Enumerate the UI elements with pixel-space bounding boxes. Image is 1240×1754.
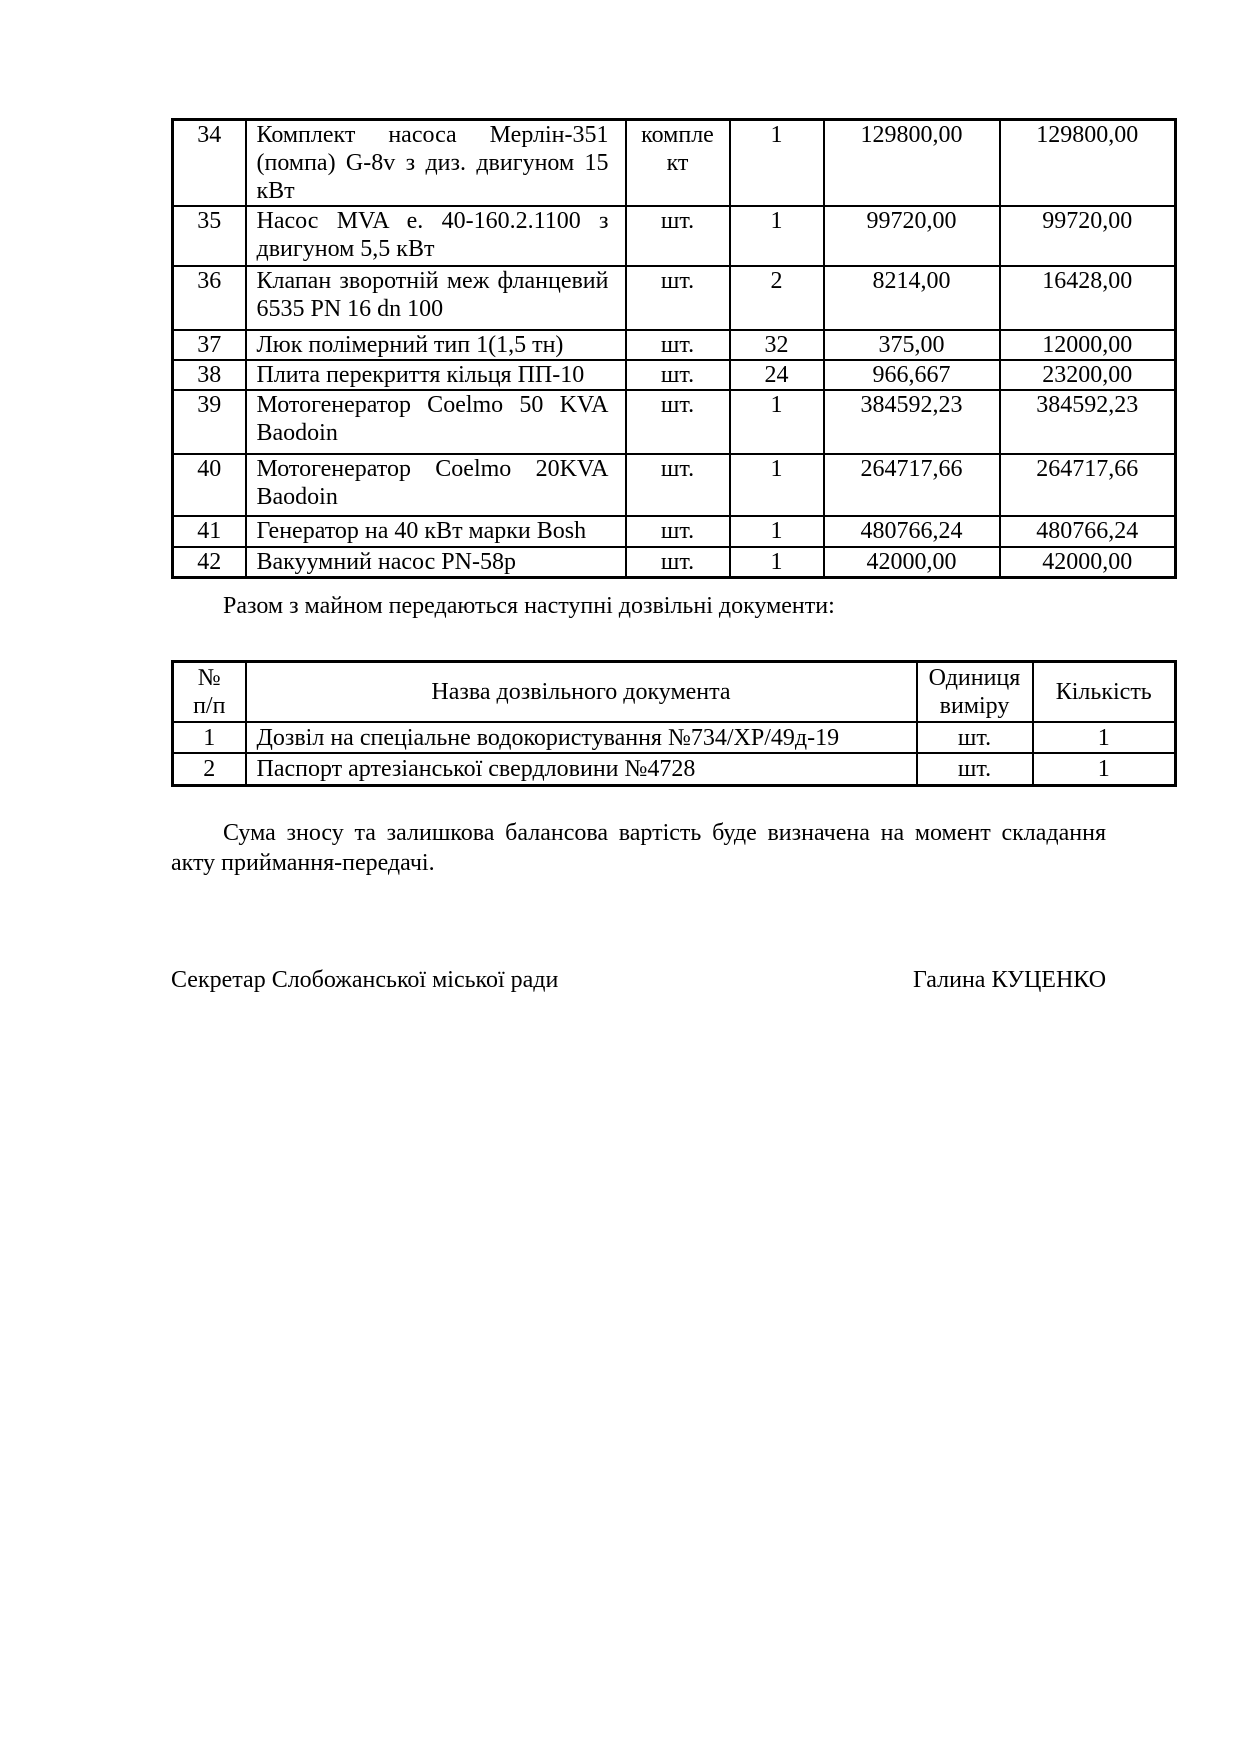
table-row <box>173 266 1176 330</box>
header-name: Назва дозвільного документа <box>246 662 917 723</box>
signature-title: Секретар Слобожанської міської ради <box>171 967 559 993</box>
total-price-cell: 384592,23 <box>1000 390 1176 454</box>
unit-cell: шт. <box>626 206 730 266</box>
unit-cell: шт. <box>626 547 730 578</box>
row-number-cell: 37 <box>173 330 246 360</box>
quantity-cell: 1 <box>730 390 824 454</box>
row-number-cell: 42 <box>173 547 246 578</box>
total-price-cell: 264717,66 <box>1000 454 1176 516</box>
unit-cell: шт. <box>626 390 730 454</box>
items-table <box>171 118 1177 579</box>
table-row <box>173 454 1176 516</box>
row-number-cell: 36 <box>173 266 246 330</box>
unit-price-cell: 375,00 <box>824 330 1000 360</box>
quantity-cell: 1 <box>730 206 824 266</box>
quantity-cell: 1 <box>730 516 824 547</box>
header-unit: Одиниця виміру <box>917 662 1033 723</box>
table-row <box>173 390 1176 454</box>
quantity-cell: 1 <box>730 547 824 578</box>
unit-cell: шт. <box>626 266 730 330</box>
quantity-cell: 1 <box>1033 753 1176 786</box>
description-cell: Мотогенератор Coelmo 50 KVA Baodoin <box>246 390 626 454</box>
table-row <box>173 722 1176 753</box>
unit-price-cell: 99720,00 <box>824 206 1000 266</box>
document-name-cell: Паспорт артезіанської свердловини №4728 <box>246 753 917 786</box>
quantity-cell: 2 <box>730 266 824 330</box>
row-number-cell: 34 <box>173 120 246 207</box>
row-number-cell: 1 <box>173 722 246 753</box>
quantity-cell: 1 <box>730 120 824 207</box>
table-row <box>173 120 1176 207</box>
total-price-cell: 480766,24 <box>1000 516 1176 547</box>
quantity-cell: 32 <box>730 330 824 360</box>
unit-cell: шт. <box>626 360 730 390</box>
unit-cell: шт. <box>626 330 730 360</box>
table-row <box>173 516 1176 547</box>
table-row <box>173 753 1176 786</box>
signature-row <box>0 966 1240 994</box>
unit-cell: шт. <box>626 516 730 547</box>
description-cell: Мотогенератор Coelmo 20KVA Baodoin <box>246 454 626 516</box>
unit-cell: шт. <box>626 454 730 516</box>
note-paragraph: Сума зносу та залишкова балансова вартість буде визначена на момент складання акту приймання-передачі. <box>171 820 1106 876</box>
description-cell: Плита перекриття кільця ПП-10 <box>246 360 626 390</box>
unit-cell: шт. <box>917 722 1033 753</box>
quantity-cell: 24 <box>730 360 824 390</box>
unit-price-cell: 129800,00 <box>824 120 1000 207</box>
unit-price-cell: 480766,24 <box>824 516 1000 547</box>
header-number: № п/п <box>173 662 246 723</box>
total-price-cell: 129800,00 <box>1000 120 1176 207</box>
unit-price-cell: 8214,00 <box>824 266 1000 330</box>
quantity-cell: 1 <box>730 454 824 516</box>
total-price-cell: 23200,00 <box>1000 360 1176 390</box>
total-price-cell: 16428,00 <box>1000 266 1176 330</box>
documents-table <box>171 660 1177 787</box>
total-price-cell: 99720,00 <box>1000 206 1176 266</box>
description-cell: Вакуумний насос PN-58р <box>246 547 626 578</box>
table-row <box>173 547 1176 578</box>
document-name-cell: Дозвіл на спеціальне водокористування №734/ХР/49д-19 <box>246 722 917 753</box>
description-cell: Генератор на 40 кВт марки Bosh <box>246 516 626 547</box>
unit-price-cell: 966,667 <box>824 360 1000 390</box>
table-row <box>173 206 1176 266</box>
unit-price-cell: 264717,66 <box>824 454 1000 516</box>
signature-name: Галина КУЦЕНКО <box>913 967 1107 993</box>
row-number-cell: 35 <box>173 206 246 266</box>
row-number-cell: 40 <box>173 454 246 516</box>
intro-paragraph: Разом з майном передаються наступні дозвільні документи: <box>223 593 835 619</box>
description-cell: Комплект насоса Мерлін-351 (помпа) G-8v з диз. двигуном 15 кВт <box>246 120 626 207</box>
unit-cell: комплект <box>626 120 730 207</box>
table-row <box>173 360 1176 390</box>
total-price-cell: 42000,00 <box>1000 547 1176 578</box>
description-cell: Насос MVA е. 40-160.2.1100 з двигуном 5,5 кВт <box>246 206 626 266</box>
row-number-cell: 38 <box>173 360 246 390</box>
description-cell: Клапан зворотній меж фланцевий 6535 PN 16 dn 100 <box>246 266 626 330</box>
header-quantity: Кількість <box>1033 662 1176 723</box>
row-number-cell: 39 <box>173 390 246 454</box>
description-cell: Люк полімерний тип 1(1,5 тн) <box>246 330 626 360</box>
total-price-cell: 12000,00 <box>1000 330 1176 360</box>
table-header-row <box>173 662 1176 723</box>
unit-cell: шт. <box>917 753 1033 786</box>
row-number-cell: 2 <box>173 753 246 786</box>
table-row <box>173 330 1176 360</box>
unit-price-cell: 384592,23 <box>824 390 1000 454</box>
quantity-cell: 1 <box>1033 722 1176 753</box>
unit-price-cell: 42000,00 <box>824 547 1000 578</box>
row-number-cell: 41 <box>173 516 246 547</box>
